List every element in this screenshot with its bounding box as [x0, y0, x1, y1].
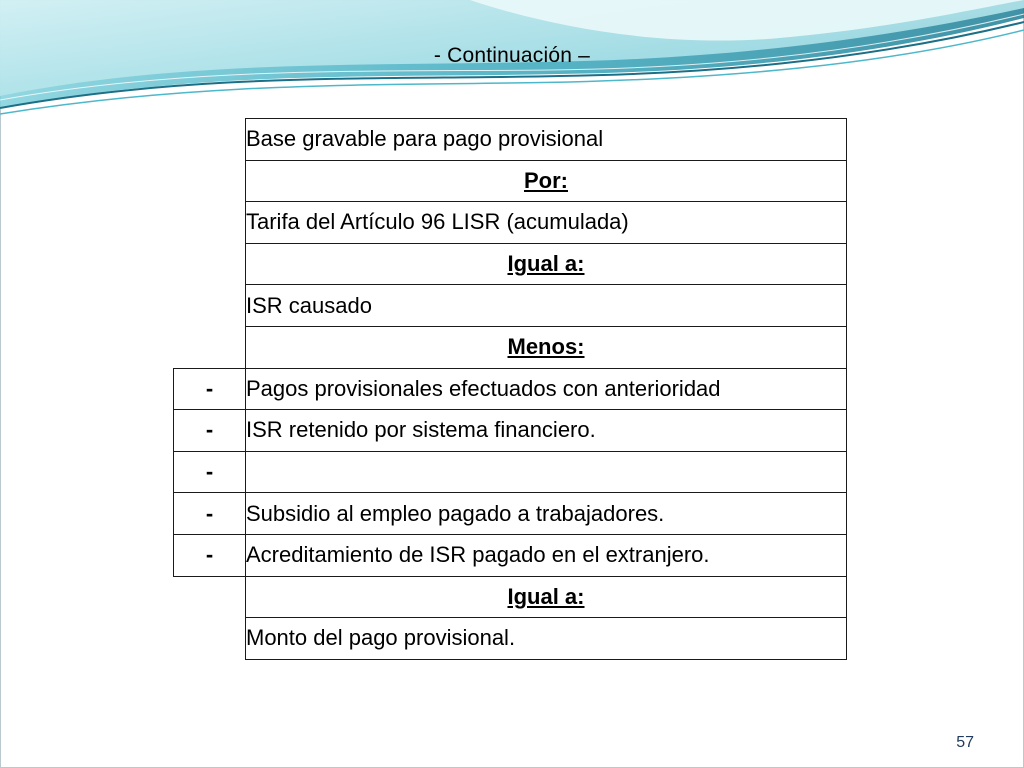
table-row	[174, 410, 847, 452]
sign-cell: -	[174, 534, 246, 576]
operator-label: Por:	[524, 167, 568, 193]
sign-cell	[174, 618, 246, 660]
table-row	[174, 534, 847, 576]
sign-cell	[174, 202, 246, 244]
table-row	[174, 451, 847, 493]
table-row	[174, 202, 847, 244]
calculation-table	[173, 118, 847, 660]
operator-cell	[246, 576, 847, 618]
sign-cell	[174, 243, 246, 285]
description-cell: Subsidio al empleo pagado a trabajadores.	[246, 493, 847, 535]
sign-cell: -	[174, 451, 246, 493]
description-cell	[246, 451, 847, 493]
sign-cell: -	[174, 368, 246, 410]
table-row	[174, 618, 847, 660]
description-cell: Acreditamiento de ISR pagado en el extranjero.	[246, 534, 847, 576]
sign-cell	[174, 576, 246, 618]
operator-cell	[246, 243, 847, 285]
operator-label: Menos:	[507, 334, 585, 360]
description-cell: Base gravable para pago provisional	[246, 119, 847, 161]
table-row	[174, 119, 847, 161]
table-row	[174, 160, 847, 202]
table-row	[174, 326, 847, 368]
description-cell: Pagos provisionales efectuados con anterioridad	[246, 368, 847, 410]
table-row	[174, 493, 847, 535]
sign-cell	[174, 119, 246, 161]
table-row	[174, 285, 847, 327]
slide-title: - Continuación –	[433, 44, 591, 67]
description-cell: ISR causado	[246, 285, 847, 327]
description-cell: Tarifa del Artículo 96 LISR (acumulada)	[246, 202, 847, 244]
description-cell: Monto del pago provisional.	[246, 618, 847, 660]
table-row	[174, 368, 847, 410]
operator-label: Igual a:	[507, 583, 585, 609]
table-row	[174, 576, 847, 618]
sign-cell: -	[174, 410, 246, 452]
table-row	[174, 243, 847, 285]
operator-cell	[246, 326, 847, 368]
operator-label: Igual a:	[507, 251, 585, 277]
description-cell: ISR retenido por sistema financiero.	[246, 410, 847, 452]
page-number: 57	[956, 734, 974, 751]
sign-cell	[174, 160, 246, 202]
operator-cell	[246, 160, 847, 202]
sign-cell	[174, 326, 246, 368]
sign-cell: -	[174, 493, 246, 535]
sign-cell	[174, 285, 246, 327]
